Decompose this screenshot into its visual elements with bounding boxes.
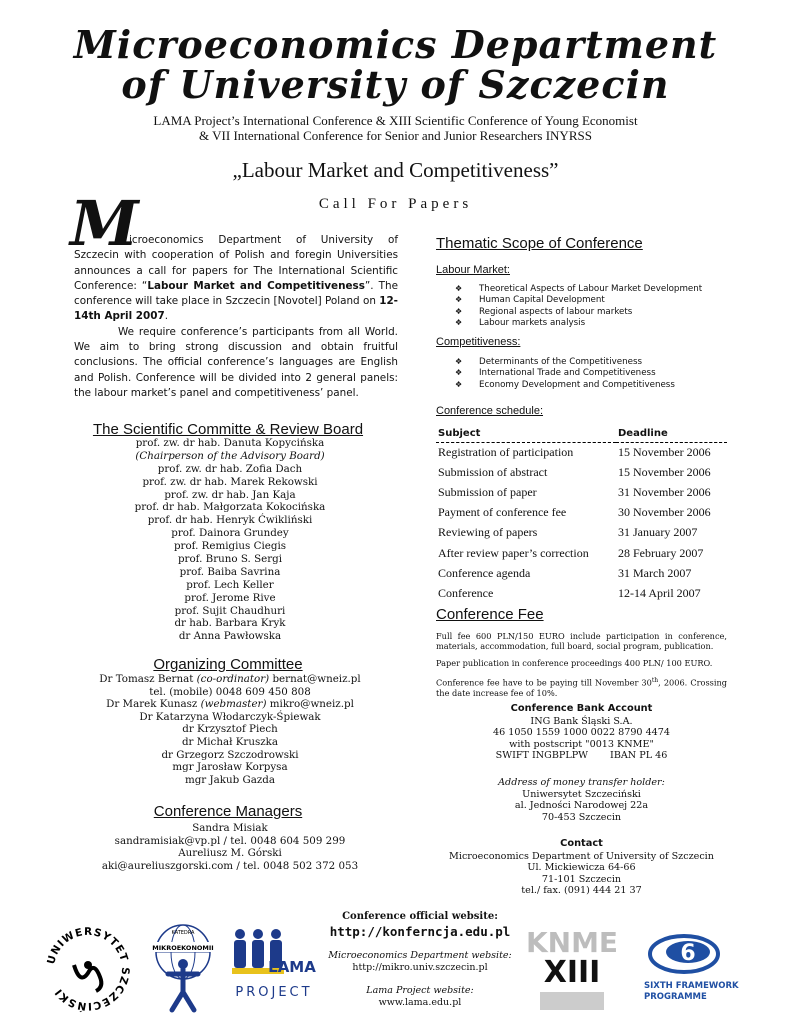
university-logo [44,925,132,1013]
committee-member: dr hab. Barbara Kryk [174,617,286,630]
committee-member: prof. dr hab. Henryk Ćwikliński [147,514,313,527]
committee-member: prof. Remigius Ciegis [173,540,287,553]
bank-line: with postscript "0013 KNME" [509,738,654,750]
intro-p2: We require conference’s participants from all World. We aim to bring strong discussion and obtain fruitful conclusions. The official conference’s languages are English and Polish. Conference will be divided into 2 general panels: the labour market’s panel and competitiveness’ panel. [74,325,398,399]
subheading-line1: LAMA Project’s International Conference & XIII Scientific Conference of Young Economist [153,113,638,128]
university-logo-text: UNIWERSYTET SZCZECIŃSKI [45,925,132,1013]
bullet-icon: ❖ [455,357,463,366]
manager-line: sandramisiak@vp.pl / tel. 0048 604 509 299 [114,834,346,847]
bullet-icon: ❖ [455,306,463,316]
committee-member: prof. Bruno S. Sergi [177,553,283,566]
holder-line: al. Jedności Narodowej 22a [514,800,649,812]
contact-line: Ul. Mickiewicza 64-66 [527,862,636,874]
intro-p1-a: icroeconomics Department of University of Szczecin with cooperation of Polish and foregin Universities announces a call for papers for The International Scientific Conference: “ [74,234,398,292]
intro-p1-bold: Labour Market and Competitiveness [147,279,365,292]
bank-line: ING Bank Śląski S.A. [530,716,633,727]
contact-line: tel./ fax. (091) 444 21 37 [521,885,642,897]
organizer-line: Dr Marek Kunasz (webmaster) mikro@wneiz.pl [106,698,354,711]
svg-text:SIXTH FRAMEWORK: SIXTH FRAMEWORK [644,981,739,991]
organizer-line: dr Krzysztof Piech [182,723,278,736]
svg-text:PROJECT: PROJECT [235,985,313,1000]
schedule-table [436,426,727,604]
committee-member: dr Anna Pawłowska [178,630,282,643]
bank-details [436,716,727,762]
table-header-row [436,426,727,442]
website-heading: Conference official website: [342,911,498,922]
committee-member: prof. Sujit Chaudhuri [174,604,286,617]
bullet-icon: ❖ [455,379,463,389]
table-row: Submission of abstract 15 November 2006 [438,464,711,479]
organizer-line: mgr Jakub Gazda [184,773,276,786]
manager-line: aki@aureliuszgorski.com / tel. 0048 502 372 053 [101,859,359,872]
fee-paragraph-3: Conference fee have to be paying till November 30th, 2006. Crossing the date increase fee of 10%. [436,677,727,698]
list-item: ❖ Theoretical Aspects of Labour Market Development [455,284,703,294]
organizer-line: dr Michał Kruszka [181,735,279,748]
committee-member: (Chairperson of the Advisory Board) [135,449,325,462]
list-item: ❖ Determinants of the Competitiveness [455,357,642,367]
fee-paragraph-1: Full fee 600 PLN/150 EURO include participation in conference, materials, accommodation, full board, social program, publication. [436,631,727,651]
committee-member: prof. Baiba Savrina [179,565,281,578]
committee-member: prof. dr hab. Małgorzata Kokocińska [134,501,326,514]
committee-heading: The Scientific Committe & Review Board [92,421,364,438]
organizer-line: Dr Katarzyna Włodarczyk-Śpiewak [139,710,321,723]
dept-website-heading: Microeconomics Department website: [328,950,512,961]
bullet-icon: ❖ [455,368,463,378]
svg-text:XIII: XIII [543,955,601,990]
organizing-heading: Organizing Committee [153,656,303,673]
page-title-line1: Microeconomics Department [73,22,718,67]
competitiveness-heading: Competitiveness: [436,336,521,348]
organizing-list [40,673,420,786]
organizer-line: tel. (mobile) 0048 609 450 808 [149,685,311,698]
committee-member: prof. zw. dr hab. Danuta Kopycińska [135,437,325,449]
table-row: Payment of conference fee 30 November 2006 [438,505,711,520]
committee-member: prof. Jerome Rive [184,591,276,604]
bullet-icon: ❖ [455,284,463,293]
website-link[interactable]: http://konferncja.edu.pl [329,924,511,939]
list-item: ❖ Economy Development and Competitiveness [455,379,675,390]
manager-line: Aureliusz M. Górski [178,847,282,860]
committee-member: prof. zw. dr hab. Zofia Dach [157,462,303,475]
fee-paragraph-2: Paper publication in conference proceedings 400 PLN/ 100 EURO. [436,658,713,668]
list-item: ❖ Labour markets analysis [455,317,586,328]
sixth-framework-logo [640,930,739,1010]
committee-member: prof. zw. dr hab. Marek Rekowski [142,475,318,488]
labour-market-list [455,283,702,328]
managers-heading: Conference Managers [153,803,303,820]
bullet-icon: ❖ [455,295,463,305]
table-row: After review paper’s correction 28 February 2007 [438,545,704,560]
table-row: Reviewing of papers 31 January 2007 [438,525,698,540]
bank-line: 46 1050 1559 1000 0022 8790 4474 [493,727,670,739]
holder-heading: Address of money transfer holder: [498,777,665,788]
intro-p1-b: ”. The conference will take place in Szczecin [Novotel] Poland on [74,279,398,308]
page-title-line2: of University of Szczecin [121,62,670,107]
holder-line: 70-453 Szczecin [541,811,622,823]
subheading-line2: & VII International Conference for Senior and Junior Researchers INYRSS [199,128,592,143]
table-row: Conference 12-14 April 2007 [438,585,701,600]
svg-text:PROGRAMME: PROGRAMME [644,992,707,1002]
intro-p1-c: . [164,310,169,323]
svg-text:KATEDRA: KATEDRA [171,930,195,936]
list-item: ❖ Human Capital Development [455,295,605,306]
intro-p1-date: 12-14th April 2007 [74,295,398,323]
holder-details [436,789,727,823]
col-subject: Subject [436,426,616,442]
managers-list [40,822,420,872]
lama-website-link[interactable]: www.lama.edu.pl [378,997,462,1008]
fee-heading: Conference Fee [436,606,544,623]
schedule-heading: Conference schedule: [436,405,544,417]
labour-market-heading: Labour Market: [436,264,510,276]
conference-title: „Labour Market and Competitiveness” [232,158,559,182]
list-item: ❖ Regional aspects of labour markets [455,306,633,317]
table-row: Conference agenda 31 March 2007 [438,565,692,580]
svg-text:MIKROEKONOMII: MIKROEKONOMII [152,944,214,952]
lama-logo [228,926,320,1012]
col-deadline: Deadline [616,426,727,442]
organizer-line: dr Grzegorz Szczodrowski [161,748,299,761]
bullet-icon: ❖ [455,317,463,327]
organizer-line: mgr Jarosław Korpysa [172,761,288,774]
contact-heading: Contact [560,838,603,849]
committee-list [40,437,420,643]
svg-text:KNME: KNME [525,926,619,959]
manager-line: Sandra Misiak [192,822,268,834]
list-item: ❖ International Trade and Competitiveness [455,368,656,379]
organizer-line: Dr Tomasz Bernat (co-ordinator) bernat@wneiz.pl [99,673,361,685]
dept-website-link[interactable]: http://mikro.univ.szczecin.pl [352,962,488,973]
svg-text:LAMA: LAMA [268,958,316,976]
holder-line: Uniwersytet Szczeciński [522,789,641,800]
katedra-logo [148,922,218,1014]
intro-text [74,233,398,401]
bank-heading: Conference Bank Account [510,703,653,714]
committee-member: prof. zw. dr hab. Jan Kaja [164,488,296,501]
thematic-heading: Thematic Scope of Conference [436,235,643,252]
committee-member: prof. Lech Keller [186,578,274,591]
bank-line: SWIFT INGBPLPW IBAN PL 46 [495,750,668,762]
call-for-papers: Call For Papers [318,196,473,212]
contact-details [436,851,727,897]
knme-logo [525,922,619,1014]
table-row: Registration of participation 15 November 2006 [438,444,711,459]
table-row: Submission of paper 31 November 2006 [438,484,711,499]
contact-line: 71-101 Szczecin [541,873,622,885]
competitiveness-list [455,356,675,390]
svg-text:6: 6 [680,941,696,966]
committee-member: prof. Dainora Grundey [171,527,289,540]
contact-line: Microeconomics Department of University of Szczecin [449,851,714,862]
drop-cap: M [70,187,139,260]
lama-website-heading: Lama Project website: [366,985,474,996]
